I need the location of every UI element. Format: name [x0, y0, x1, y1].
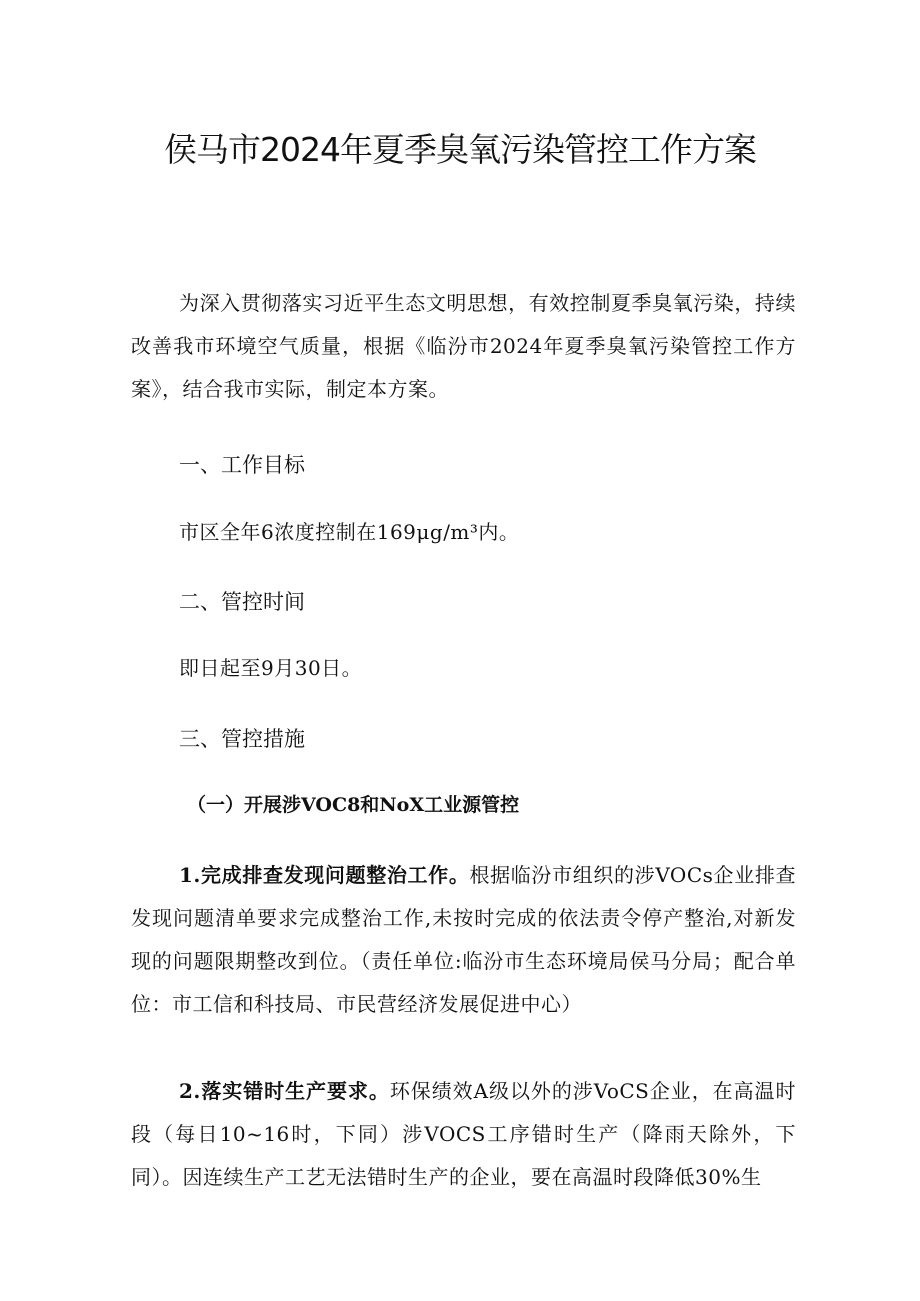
section-heading-time: 二、管控时间 — [179, 590, 305, 614]
section-heading-measures: 三、管控措施 — [179, 727, 305, 751]
section-text-time: 即日起至9月30日。 — [179, 656, 363, 680]
measure-item-2-lead: 2.落实错时生产要求。 — [179, 1079, 390, 1103]
measure-item-1 — [131, 854, 796, 1026]
measure-item-1-body: 根据临汾市组织的涉VOCs企业排查发现问题清单要求完成整治工作,未按时完成的依法责令停产整治,对新发现的问题限期整改到位。（责任单位:临汾市生态环境局侯马分局；配合单位：市工信和科技局、市民营经济发展促进中心） — [131, 863, 796, 1016]
intro-paragraph: 为深入贯彻落实习近平生态文明思想，有效控制夏季臭氧污染，持续改善我市环境空气质量，根据《临汾市2024年夏季臭氧污染管控工作方案》，结合我市实际，制定本方案。 — [131, 291, 796, 401]
section-text-goals: 市区全年6浓度控制在169μg/m³内。 — [179, 520, 520, 544]
subsection-heading: （一）开展涉VOC8和NoX工业源管控 — [187, 794, 520, 816]
section-heading-goals: 一、工作目标 — [179, 453, 305, 477]
measure-item-1-lead: 1.完成排查发现问题整治工作。 — [179, 863, 470, 887]
measure-item-2-body: 环保绩效A级以外的涉VoCS企业，在高温时段（每日10~16时，下同）涉VOCS工序错时生产（降雨天除外，下同）。因连续生产工艺无法错时生产的企业，要在高温时段降低30%生 — [131, 1079, 796, 1189]
document-title: 侯马市2024年夏季臭氧污染管控工作方案 — [164, 130, 756, 169]
measure-item-2 — [131, 1070, 796, 1199]
